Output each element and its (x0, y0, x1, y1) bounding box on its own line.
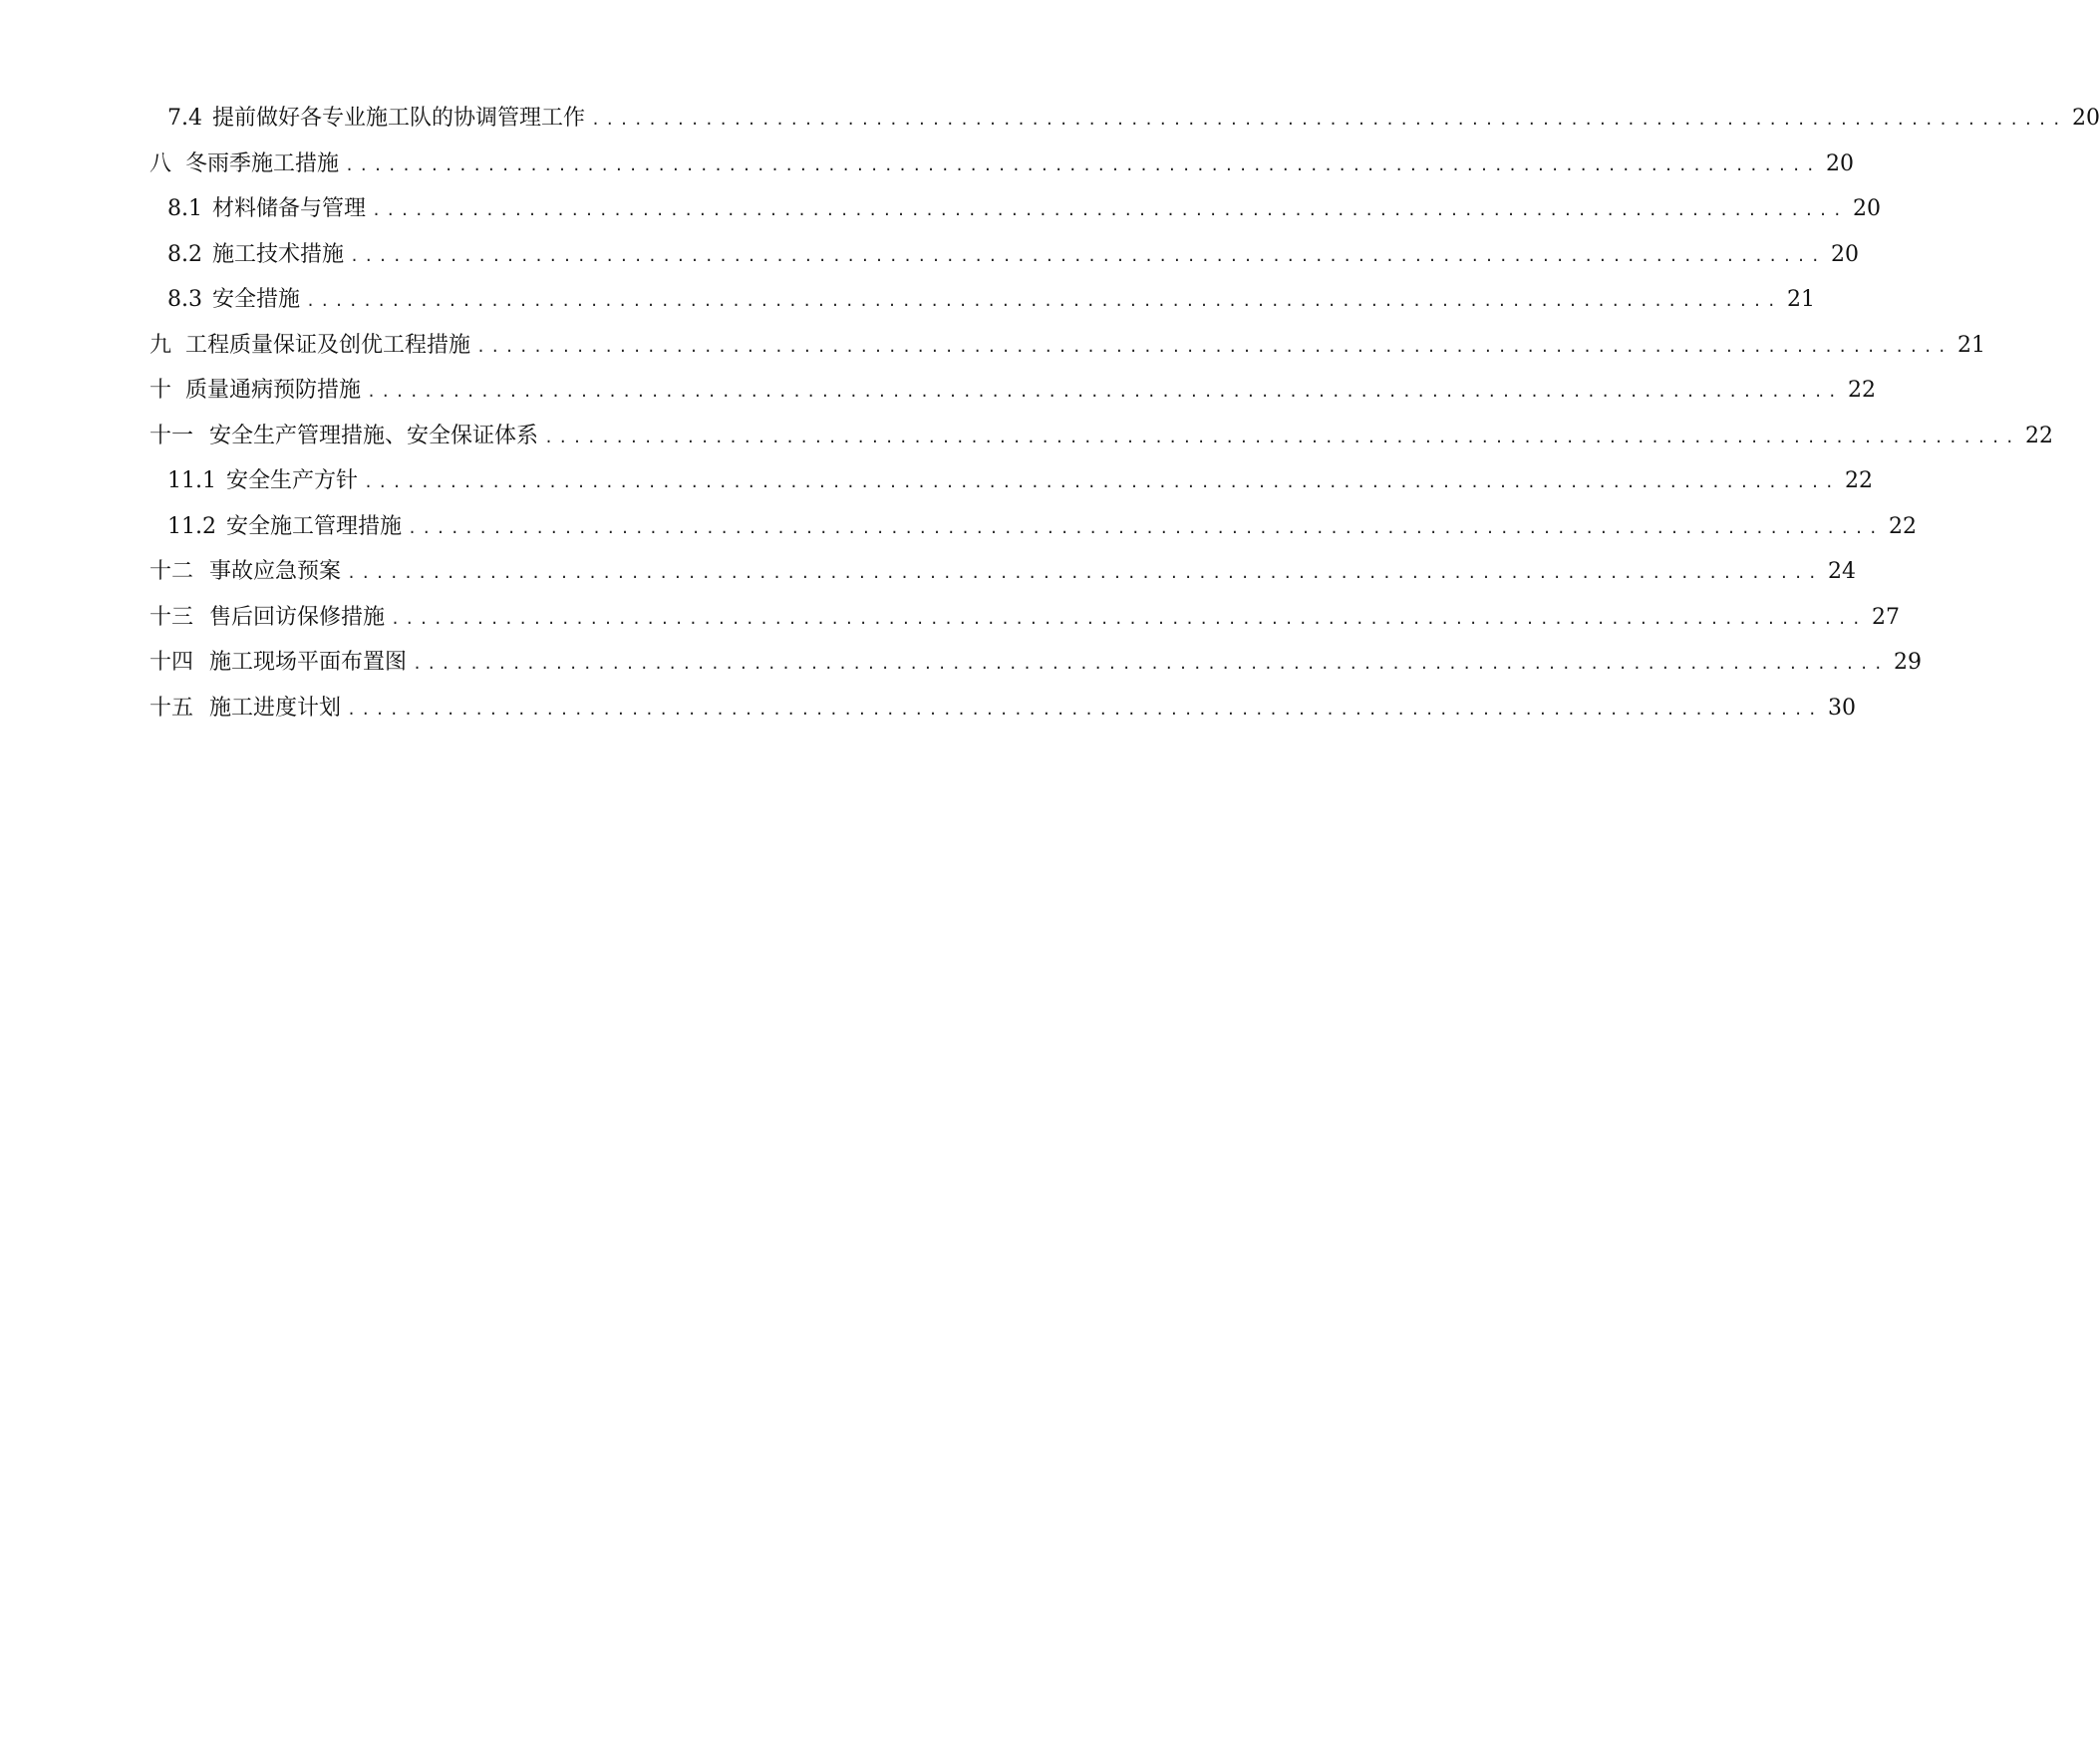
toc-entry-title: 安全生产管理措施、安全保证体系 (209, 423, 539, 448)
toc-entry-page: 22 (1845, 468, 1873, 493)
toc-leader-dots: ........................................................................................................ (350, 246, 1826, 265)
toc-entry-page: 20 (1831, 241, 1860, 267)
toc-entry-8-2[interactable] (150, 232, 1860, 278)
toc-entry-number: 十二 (150, 559, 194, 584)
toc-entry-page: 21 (1957, 332, 1986, 358)
toc-leader-dots: ........................................................................................................ (364, 473, 1839, 491)
toc-leader-dots: ........................................................................................................ (367, 383, 1843, 401)
toc-entry-number: 8.2 (167, 241, 202, 267)
toc-leader-dots: ........................................................................................................ (345, 155, 1821, 174)
toc-leader-dots: ........................................................................................................ (347, 564, 1823, 582)
toc-entry-title: 施工现场平面布置图 (209, 650, 408, 675)
toc-leader-dots: ........................................................................................................ (413, 655, 1889, 673)
toc-entry-number: 十四 (150, 650, 194, 675)
toc-entry-page: 20 (2072, 106, 2100, 131)
toc-leader-dots: ........................................................................................................ (408, 518, 1883, 537)
toc-entry-number: 11.2 (167, 513, 216, 539)
toc-entry-number: 八 (150, 150, 172, 176)
toc-entry-number: 九 (150, 332, 172, 358)
toc-entry-number: 8.1 (167, 196, 202, 221)
toc-leader-dots: ........................................................................................................ (391, 609, 1867, 628)
toc-entry-page: 22 (1848, 378, 1877, 403)
toc-entry-page: 21 (1787, 287, 1816, 312)
toc-entry-number: 11.1 (167, 468, 216, 493)
toc-entry-title: 安全施工管理措施 (225, 513, 402, 539)
toc-entry-title: 安全生产方针 (225, 468, 358, 493)
toc-entry-title: 事故应急预案 (209, 559, 342, 584)
toc-leader-dots: ........................................................................................................ (544, 428, 2020, 446)
toc-entry-8-1[interactable] (150, 186, 1882, 232)
toc-entry-number: 8.3 (167, 287, 202, 312)
table-of-contents (150, 96, 2100, 730)
toc-entry-title: 安全措施 (212, 287, 301, 312)
toc-entry-title: 施工进度计划 (209, 695, 342, 721)
toc-leader-dots: ........................................................................................................ (591, 111, 2067, 129)
toc-entry-8-3[interactable] (150, 277, 1816, 323)
toc-leader-dots: ........................................................................................................ (347, 700, 1823, 719)
toc-entry-title: 冬雨季施工措施 (185, 150, 340, 176)
toc-entry-15[interactable] (150, 686, 1857, 731)
toc-entry-number: 十三 (150, 604, 194, 630)
toc-entry-title: 质量通病预防措施 (185, 378, 362, 403)
toc-entry-title: 工程质量保证及创优工程措施 (185, 332, 471, 358)
toc-leader-dots: ........................................................................................................ (476, 337, 1952, 356)
toc-entry-9[interactable] (150, 323, 1986, 369)
toc-entry-number: 7.4 (167, 106, 202, 131)
toc-entry-page: 27 (1872, 604, 1901, 630)
toc-entry-number: 十一 (150, 423, 194, 448)
toc-entry-title: 施工技术措施 (212, 241, 345, 267)
toc-entry-page: 22 (2025, 423, 2054, 448)
toc-leader-dots: ........................................................................................................ (306, 292, 1782, 310)
toc-entry-page: 20 (1853, 196, 1882, 221)
toc-entry-page: 20 (1826, 150, 1855, 176)
toc-entry-number: 十 (150, 378, 172, 403)
toc-entry-title: 材料储备与管理 (212, 196, 367, 221)
toc-entry-13[interactable] (150, 595, 1901, 641)
toc-entry-11-1[interactable] (150, 458, 1873, 504)
toc-entry-7-4[interactable] (150, 96, 2100, 142)
toc-entry-12[interactable] (150, 549, 1857, 595)
toc-leader-dots: ........................................................................................................ (372, 201, 1848, 219)
toc-entry-11[interactable] (150, 414, 2054, 459)
toc-entry-number: 十五 (150, 695, 194, 721)
toc-entry-11-2[interactable] (150, 504, 1917, 550)
toc-entry-page: 29 (1894, 650, 1923, 675)
toc-entry-page: 22 (1889, 513, 1917, 539)
toc-entry-title: 提前做好各专业施工队的协调管理工作 (212, 106, 586, 131)
toc-entry-8[interactable] (150, 142, 1855, 187)
toc-entry-title: 售后回访保修措施 (209, 604, 386, 630)
toc-entry-10[interactable] (150, 368, 1877, 414)
toc-entry-14[interactable] (150, 640, 1923, 686)
toc-entry-page: 24 (1828, 559, 1857, 584)
toc-entry-page: 30 (1828, 695, 1857, 721)
